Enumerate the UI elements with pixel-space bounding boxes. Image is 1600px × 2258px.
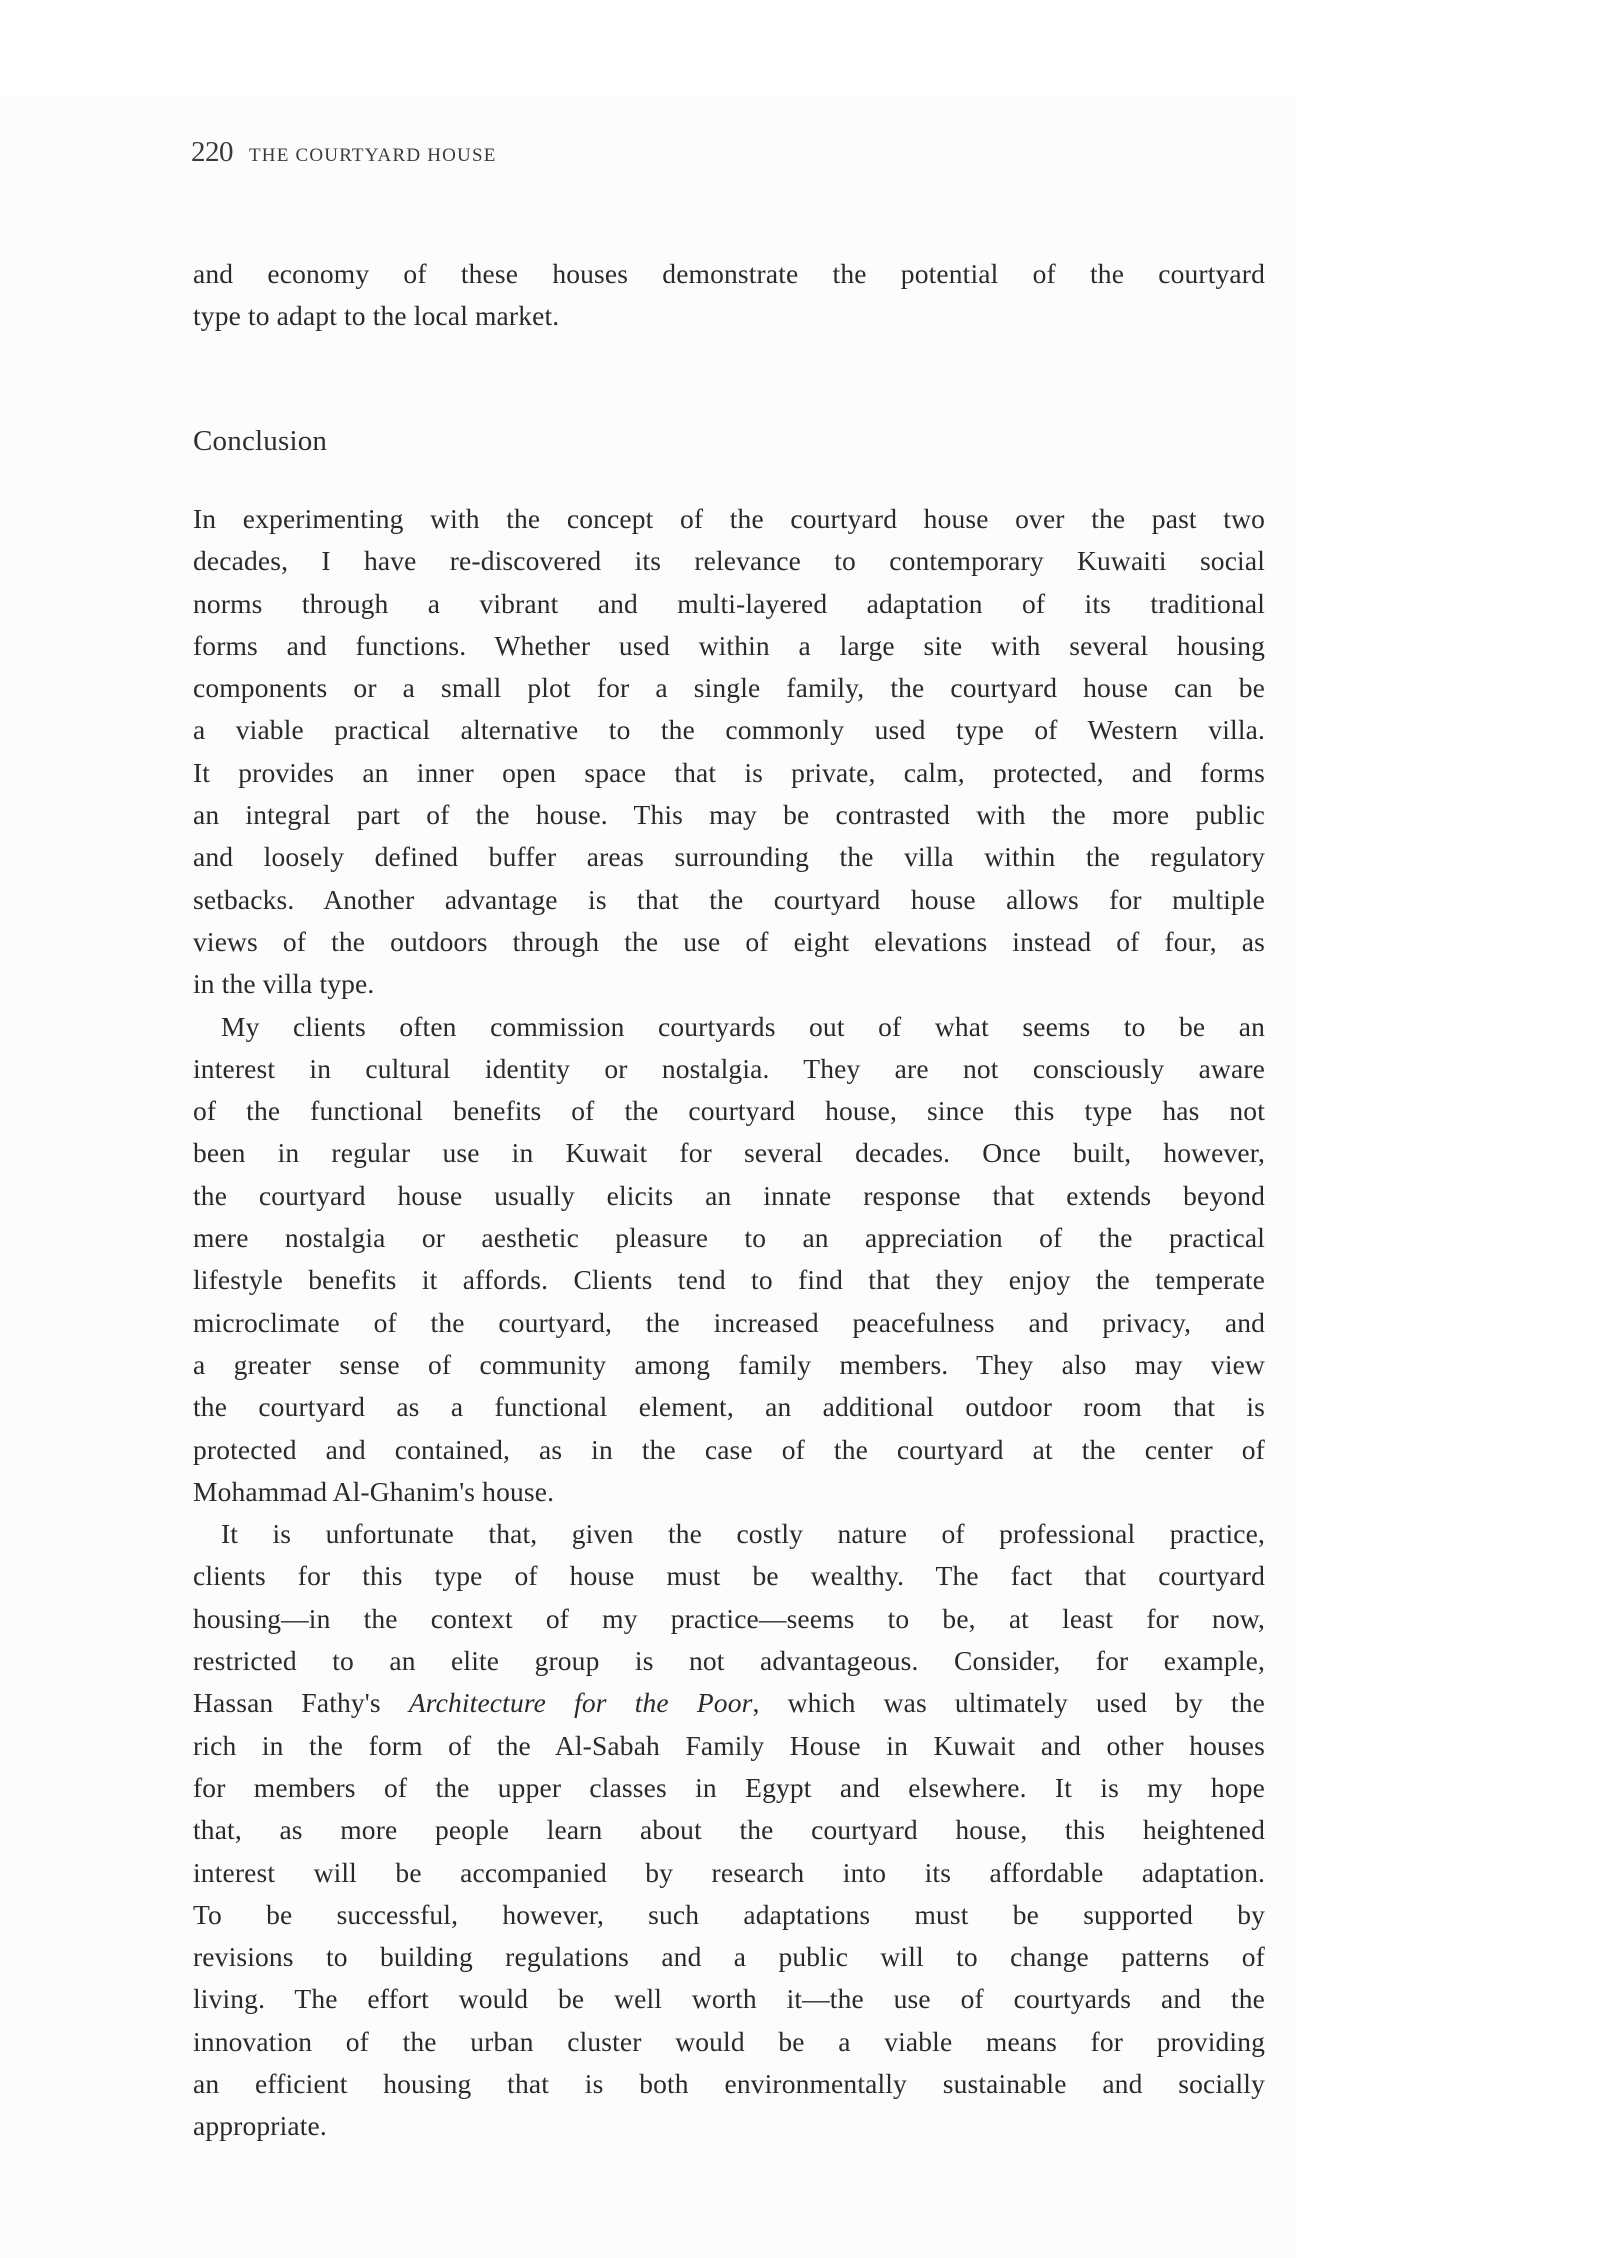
text-line: It provides an inner open space that is private, calm, protected, and forms — [193, 756, 1265, 788]
text-line: type to adapt to the local market. — [193, 300, 560, 332]
text-line: living. The effort would be well worth it—the use of courtyards and the — [193, 1983, 1265, 2015]
text-line: the courtyard as a functional element, an additional outdoor room that is — [193, 1391, 1265, 1423]
text-line: Mohammad Al-Ghanim's house. — [193, 1475, 555, 1507]
text-line: In experimenting with the concept of the courtyard house over the past two — [193, 503, 1265, 534]
text-fragment: , which was ultimately used by the — [752, 1687, 1265, 1719]
text-fragment: Hassan Fathy's — [193, 1687, 409, 1719]
text-line: innovation of the urban cluster would be a viable means for providing — [193, 2025, 1265, 2057]
text-line: forms and functions. Whether used within a large site with several housing — [193, 629, 1265, 661]
text-line: rich in the form of the Al-Sabah Family House in Kuwait and other houses — [193, 1729, 1265, 1761]
text-line: an integral part of the house. This may be contrasted with the more public — [193, 799, 1265, 831]
text-line: for members of the upper classes in Egypt and elsewhere. It is my hope — [193, 1771, 1265, 1803]
text-line: been in regular use in Kuwait for several decades. Once built, however, — [193, 1137, 1265, 1169]
conclusion-body — [193, 498, 1265, 2148]
running-title: THE COURTYARD HOUSE — [249, 145, 497, 166]
paragraph-2 — [193, 1006, 1265, 1514]
text-line-with-book-title — [193, 1682, 1265, 1724]
paragraph-1 — [193, 498, 1265, 1006]
intro-paragraph — [193, 253, 1265, 338]
text-line: norms through a vibrant and multi-layered adaptation of its traditional — [193, 587, 1265, 619]
running-head — [191, 136, 497, 169]
text-line: views of the outdoors through the use of eight elevations instead of four, as — [193, 925, 1265, 957]
book-title: Architecture for the Poor — [408, 1687, 753, 1719]
text-line: and economy of these houses demonstrate the potential of the courtyard — [193, 258, 1265, 289]
text-line: that, as more people learn about the courtyard house, this heightened — [193, 1814, 1265, 1846]
text-line: It is unfortunate that, given the costly nature of professional practice, — [221, 1518, 1265, 1550]
text-line: restricted to an elite group is not advantageous. Consider, for example, — [193, 1645, 1265, 1677]
text-line: microclimate of the courtyard, the increased peacefulness and privacy, and — [193, 1306, 1265, 1338]
text-line: setbacks. Another advantage is that the courtyard house allows for multiple — [193, 883, 1265, 915]
text-line: an efficient housing that is both environmentally sustainable and socially — [193, 2067, 1265, 2099]
text-line: a greater sense of community among family members. They also may view — [193, 1348, 1265, 1380]
text-line: in the villa type. — [193, 968, 375, 1000]
text-line: of the functional benefits of the courtyard house, since this type has not — [193, 1095, 1265, 1127]
text-line: mere nostalgia or aesthetic pleasure to an appreciation of the practical — [193, 1222, 1265, 1254]
text-line: appropriate. — [193, 2110, 327, 2142]
text-line: and loosely defined buffer areas surrounding the villa within the regulatory — [193, 841, 1265, 873]
text-line: revisions to building regulations and a public will to change patterns of — [193, 1941, 1265, 1973]
text-line: decades, I have re-discovered its relevance to contemporary Kuwaiti social — [193, 545, 1265, 577]
text-line: My clients often commission courtyards out of what seems to be an — [221, 1010, 1265, 1042]
text-line: the courtyard house usually elicits an innate response that extends beyond — [193, 1179, 1265, 1211]
text-line: housing—in the context of my practice—seems to be, at least for now, — [193, 1602, 1265, 1634]
text-line: lifestyle benefits it affords. Clients tend to find that they enjoy the temperate — [193, 1264, 1265, 1296]
text-line: interest in cultural identity or nostalgia. They are not consciously aware — [193, 1052, 1265, 1084]
text-line: components or a small plot for a single family, the courtyard house can be — [193, 672, 1265, 704]
text-line: a viable practical alternative to the commonly used type of Western villa. — [193, 714, 1265, 746]
page-number: 220 — [191, 136, 233, 168]
text-line: To be successful, however, such adaptations must be supported by — [193, 1898, 1265, 1930]
text-line: protected and contained, as in the case of the courtyard at the center of — [193, 1433, 1265, 1465]
paragraph-3 — [193, 1513, 1265, 2147]
text-line: interest will be accompanied by research into its affordable adaptation. — [193, 1856, 1265, 1888]
section-heading: Conclusion — [193, 425, 328, 457]
text-line: clients for this type of house must be wealthy. The fact that courtyard — [193, 1560, 1265, 1592]
